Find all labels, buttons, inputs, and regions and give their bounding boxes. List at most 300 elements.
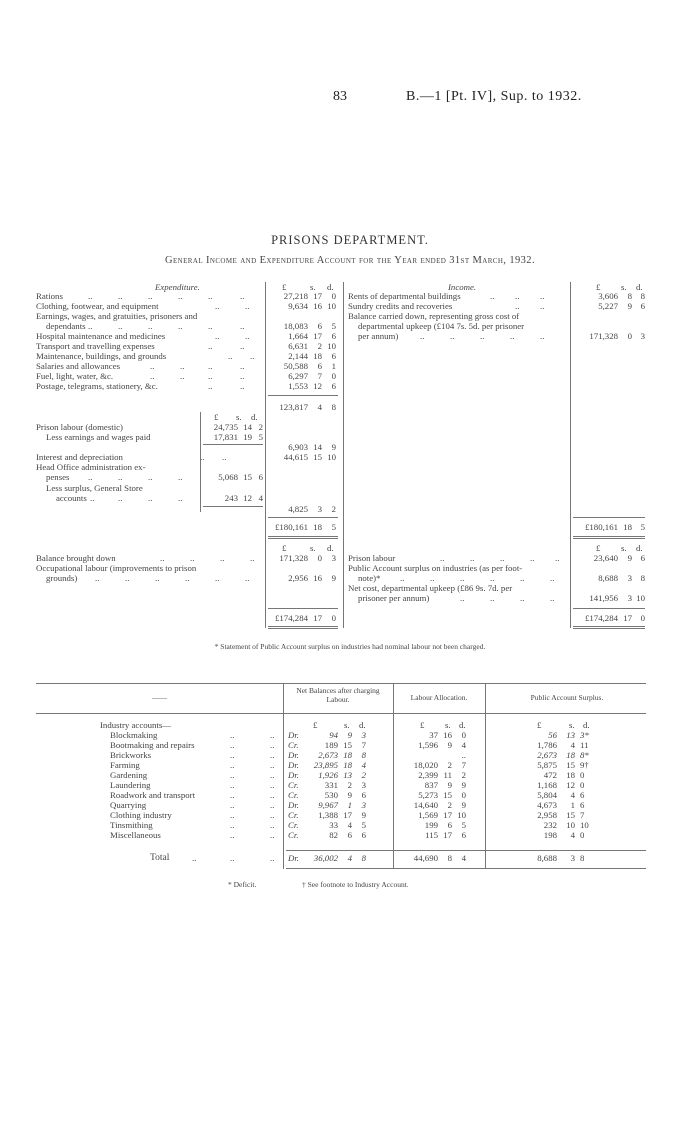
leader-dots: .. (230, 770, 235, 780)
amount-shillings: 17 (313, 291, 322, 301)
leader-dots: .. (420, 331, 425, 341)
nb-pounds: 1,926 (318, 770, 338, 780)
total-nb-pence: 8 (361, 853, 366, 863)
second-left-total-shillings: 17 (313, 613, 322, 623)
la-pence: 4 (461, 740, 466, 750)
nb-prefix: Cr. (288, 820, 299, 830)
page-title: PRISONS DEPARTMENT. (271, 233, 429, 247)
la-pence: 10 (457, 810, 466, 820)
pa-pence: 10 (580, 820, 589, 830)
leader-dots: .. (180, 371, 185, 381)
amount-pounds: 3,606 (598, 291, 618, 301)
industry-table-header-rule (36, 713, 646, 714)
leader-dots: .. (270, 780, 275, 790)
subtotal-rule (268, 395, 338, 396)
leader-dots: .. (540, 291, 545, 301)
report-reference: B.—1 [Pt. IV], Sup. to 1932. (406, 89, 582, 104)
occupational-labour-label: Occupational labour (improvements to prison (36, 563, 197, 573)
amount-pence: 0 (331, 291, 336, 301)
leader-dots: .. (245, 573, 250, 583)
leader-dots: .. (470, 553, 475, 563)
nb-pounds: 9,967 (318, 800, 338, 810)
amount-pounds: 1,553 (288, 381, 308, 391)
la-pounds: 37 (429, 730, 438, 740)
la-shillings: 9 (447, 780, 452, 790)
la-pounds: 115 (425, 830, 438, 840)
nb-prefix: Cr. (288, 780, 299, 790)
less-earnings-pounds: 17,831 (213, 432, 238, 442)
nb-pounds: 530 (324, 790, 338, 800)
pa-pence: 6 (580, 790, 585, 800)
item-label: Rations (36, 291, 63, 301)
nb-shillings: 9 (347, 790, 352, 800)
pa-shillings: 4 (570, 790, 575, 800)
leader-dots: .. (178, 291, 183, 301)
pa-pounds: 1,168 (537, 780, 557, 790)
public-account-surplus-label-cont: note)* (358, 573, 381, 583)
nb-prefix: Cr. (288, 740, 299, 750)
subtotal-pence: 8 (331, 402, 336, 412)
leader-dots: .. (270, 790, 275, 800)
la-shillings: 17 (443, 810, 452, 820)
leader-dots: .. (160, 553, 165, 563)
nb-pence: 3 (361, 780, 366, 790)
leader-dots: .. (245, 301, 250, 311)
inc-total-pounds: £180,161 (585, 522, 618, 532)
leader-dots: .. (430, 573, 435, 583)
expenditure-heading: Expenditure. (155, 282, 200, 292)
item-label: Fuel, light, water, &c. (36, 371, 114, 381)
leader-dots: .. (515, 301, 520, 311)
nb-shillings: 1 (347, 800, 352, 810)
second-right-total-pounds: £174,284 (585, 613, 618, 623)
leader-dots: .. (118, 493, 123, 503)
leader-dots: .. (148, 321, 153, 331)
pa-pounds: 198 (543, 830, 557, 840)
nb-pounds: 189 (324, 740, 338, 750)
nb-pounds: 82 (329, 830, 338, 840)
item-label: Salaries and allowances (36, 361, 121, 371)
pa-shillings: 4 (570, 830, 575, 840)
leader-dots: .. (208, 291, 213, 301)
leader-dots: .. (208, 321, 213, 331)
item-label: Balance carried down, representing gross cost of (348, 311, 520, 321)
industry-name: Clothing industry (110, 810, 172, 820)
nb-pounds: 33 (329, 820, 338, 830)
second-right-double-rule (573, 626, 645, 629)
amount-shillings: 16 (313, 301, 322, 311)
second-right-col-pence: d. (636, 543, 643, 553)
leader-dots: .. (270, 750, 275, 760)
pa-unit-pence: d. (583, 720, 590, 730)
nb-prefix: Dr. (288, 750, 300, 760)
pa-shillings: 12 (566, 780, 575, 790)
head-office-shillings: 15 (243, 472, 252, 482)
la-pounds: 18,020 (413, 760, 438, 770)
leader-dots: .. (490, 593, 495, 603)
nb-prefix: Dr. (288, 730, 300, 740)
nb-prefix: Dr. (288, 800, 300, 810)
amount-pounds: 18,083 (283, 321, 308, 331)
prison-labour-net-pence: 9 (331, 442, 336, 452)
less-earnings-label: Less earnings and wages paid (46, 432, 151, 442)
leader-dots: .. (190, 553, 195, 563)
amount-shillings: 18 (313, 351, 322, 361)
pa-pence: 3* (580, 730, 589, 740)
amount-shillings: 7 (317, 371, 322, 381)
leader-dots: .. (220, 553, 225, 563)
total-label: Total (150, 853, 170, 863)
la-pence: 9 (461, 800, 466, 810)
leader-dots: .. (178, 472, 183, 482)
leader-dots: .. (230, 830, 235, 840)
nb-shillings: 13 (343, 770, 352, 780)
pa-unit-pounds: £ (537, 720, 542, 730)
leader-dots: .. (250, 351, 255, 361)
la-unit-pence: d. (459, 720, 466, 730)
occupational-labour-pence: 9 (331, 573, 336, 583)
industry-bottom-rule (286, 868, 646, 869)
leader-dots: .. (230, 760, 235, 770)
la-pence: 9 (461, 780, 466, 790)
leader-dots: .. (178, 493, 183, 503)
nb-unit-pounds: £ (313, 720, 318, 730)
nb-pence: 3 (361, 800, 366, 810)
amount-pounds: 1,664 (288, 331, 308, 341)
leader-dots: .. (250, 553, 255, 563)
amount-pounds: 2,144 (288, 351, 308, 361)
leader-dots: .. (230, 790, 235, 800)
head-office-net-pence: 2 (331, 504, 336, 514)
leader-dots: .. (230, 730, 235, 740)
industry-col-rule-1 (283, 683, 284, 869)
pa-pounds: 56 (548, 730, 557, 740)
occupational-labour-pounds: 2,956 (288, 573, 308, 583)
la-shillings: 11 (443, 770, 452, 780)
prison-labour-net-shillings: 14 (313, 442, 322, 452)
amount-shillings: 6 (317, 361, 322, 371)
leader-dots: .. (215, 573, 220, 583)
nb-pounds: 331 (324, 780, 338, 790)
nb-pence: 2 (361, 770, 366, 780)
la-pounds: 1,569 (418, 810, 438, 820)
amount-shillings: 2 (317, 341, 322, 351)
public-account-surplus-label: Public Account surplus on industries (as per foot- (348, 563, 523, 573)
leader-dots: .. (155, 573, 160, 583)
occupational-labour-label-cont: grounds) (46, 573, 78, 583)
la-shillings: 2 (447, 800, 452, 810)
total-nb-pounds: 36,002 (313, 853, 338, 863)
inc-total-rule (573, 517, 645, 518)
pa-pounds: 2,958 (537, 810, 557, 820)
nb-pounds: 1,388 (318, 810, 338, 820)
pa-pence: 9† (580, 760, 589, 770)
income-col-pence: d. (636, 282, 643, 292)
col-head-public-account-surplus: Public Account Surplus. (530, 693, 604, 702)
pa-shillings: 10 (566, 820, 575, 830)
amount-pence: 0 (331, 371, 336, 381)
leader-dots: .. (118, 291, 123, 301)
la-unit-shillings: s. (445, 720, 451, 730)
pa-pounds: 1,786 (537, 740, 557, 750)
industry-name: Laundering (110, 780, 151, 790)
head-office-net-pounds: 4,825 (288, 504, 308, 514)
leader-dots: .. (490, 573, 495, 583)
leader-dots: .. (125, 573, 130, 583)
leader-dots: .. (178, 321, 183, 331)
amount-pounds: 5,227 (598, 301, 618, 311)
amount-pence: 10 (327, 341, 336, 351)
item-label: Rents of departmental buildings (348, 291, 461, 301)
statement-note: * Statement of Public Account surplus on industries had nominal labour not been charged. (214, 642, 486, 651)
leader-dots: .. (150, 361, 155, 371)
public-account-surplus-pounds: 8,688 (598, 573, 618, 583)
industry-name: Quarrying (110, 800, 147, 810)
la-pounds: 199 (424, 820, 438, 830)
second-left-col-pence: d. (327, 543, 334, 553)
net-cost-label-cont: prisoner per annum) (358, 593, 430, 603)
amount-shillings: 12 (313, 381, 322, 391)
nb-shillings: 4 (347, 820, 352, 830)
industry-name: Bootmaking and repairs (110, 740, 195, 750)
leader-dots: .. (208, 341, 213, 351)
public-account-surplus-shillings: 3 (627, 573, 632, 583)
prison-labour-shillings: 14 (243, 422, 252, 432)
nb-shillings: 18 (343, 750, 352, 760)
leader-dots: .. (230, 780, 235, 790)
amount-shillings: 6 (317, 321, 322, 331)
second-right-col-shillings: s. (621, 543, 627, 553)
interest-pence: 10 (327, 452, 336, 462)
leader-dots: .. (270, 820, 275, 830)
leader-dots: .. (400, 573, 405, 583)
nb-pence: 6 (361, 830, 366, 840)
leader-dots: .. (240, 341, 245, 351)
second-right-total-pence: 0 (640, 613, 645, 623)
second-left-col-pounds: £ (282, 543, 287, 553)
head-office-label-cont: penses (46, 472, 70, 482)
amount-pence: 8 (640, 291, 645, 301)
leader-dots: .. (240, 371, 245, 381)
nb-shillings: 15 (343, 740, 352, 750)
inc-total-double-rule (573, 536, 645, 539)
la-pence: 0 (461, 790, 466, 800)
less-earnings-shillings: 19 (243, 432, 252, 442)
leader-dots: .. (88, 291, 93, 301)
leader-dots: .. (440, 553, 445, 563)
nb-shillings: 9 (347, 730, 352, 740)
prison-labour-income-label: Prison labour (348, 553, 396, 563)
la-pence: 6 (461, 830, 466, 840)
second-right-col-pounds: £ (596, 543, 601, 553)
total-pa-shillings: 3 (570, 853, 575, 863)
amount-pounds: 6,297 (288, 371, 308, 381)
leader-dots: .. (555, 553, 560, 563)
col-pence: d. (327, 282, 334, 292)
leader-dots: .. (510, 331, 515, 341)
la-pence: 5 (461, 820, 466, 830)
la-pounds: 5,273 (418, 790, 438, 800)
pa-pence: 0 (580, 780, 585, 790)
leader-dots: .. (148, 493, 153, 503)
balance-brought-down-pence: 3 (331, 553, 336, 563)
leader-dots: .. (540, 301, 545, 311)
pa-unit-shillings: s. (569, 720, 575, 730)
industry-name: Blockmaking (110, 730, 158, 740)
head-office-pounds: 5,068 (218, 472, 238, 482)
balance-brought-down-label: Balance brought down (36, 553, 116, 563)
nb-prefix: Cr. (288, 810, 299, 820)
industry-head-blank: —— (152, 693, 167, 702)
leader-dots: .. (550, 573, 555, 583)
pa-shillings: 15 (566, 760, 575, 770)
amount-shillings: 0 (627, 331, 632, 341)
amount-pence: 10 (327, 301, 336, 311)
amount-pence: 6 (331, 381, 336, 391)
leader-dots: .. (230, 853, 235, 863)
inc-total-pence: 5 (640, 522, 645, 532)
la-pence: .. (461, 750, 466, 760)
industry-name: Roadwork and transport (110, 790, 196, 800)
center-rule (343, 282, 344, 628)
leader-dots: .. (230, 810, 235, 820)
second-left-total-pounds: £174,284 (275, 613, 308, 623)
pa-pounds: 4,673 (537, 800, 557, 810)
public-account-surplus-pence: 8 (640, 573, 645, 583)
nb-pence: 5 (361, 820, 366, 830)
prison-labour-income-shillings: 9 (627, 553, 632, 563)
item-label: Maintenance, buildings, and grounds (36, 351, 167, 361)
inc-total-shillings: 18 (623, 522, 632, 532)
pa-pounds: 232 (543, 820, 557, 830)
amount-pence: 6 (331, 351, 336, 361)
leader-dots: .. (180, 361, 185, 371)
page-number: 83 (333, 89, 347, 104)
nb-pounds: 23,895 (313, 760, 338, 770)
leader-dots: .. (118, 472, 123, 482)
pa-pence: 11 (580, 740, 589, 750)
item-label: Hospital maintenance and medicines (36, 331, 166, 341)
income-col-shillings: s. (621, 282, 627, 292)
net-cost-label: Net cost, departmental upkeep (£86 9s. 7d. per (348, 583, 513, 593)
pa-pence: 8* (580, 750, 589, 760)
less-earnings-pence: 5 (258, 432, 263, 442)
net-cost-shillings: 3 (627, 593, 632, 603)
total-pa-pounds: 8,688 (537, 853, 557, 863)
leader-dots: .. (230, 750, 235, 760)
la-shillings: 9 (447, 740, 452, 750)
pa-shillings: 18 (566, 750, 575, 760)
footnote-industry: † See footnote to Industry Account. (302, 880, 409, 889)
amount-pounds: 6,631 (288, 341, 308, 351)
col-pounds: £ (282, 282, 287, 292)
leader-dots: .. (222, 452, 227, 462)
nb-unit-shillings: s. (344, 720, 350, 730)
amount-pence: 5 (331, 321, 336, 331)
leader-dots: .. (520, 573, 525, 583)
net-cost-pounds: 141,956 (589, 593, 618, 603)
leader-dots: .. (500, 553, 505, 563)
less-surplus-pence: 4 (258, 493, 263, 503)
exp-total-pounds: £180,161 (275, 522, 308, 532)
nb-prefix: Cr. (288, 790, 299, 800)
subtotal-shillings: 4 (317, 402, 322, 412)
leader-dots: .. (520, 593, 525, 603)
leader-dots: .. (230, 740, 235, 750)
interest-label: Interest and depreciation (36, 452, 123, 462)
amount-pounds: 27,218 (283, 291, 308, 301)
item-label: Earnings, wages, and gratuities, prisoners and (36, 311, 198, 321)
industry-total-rule (286, 850, 646, 851)
head-office-net-shillings: 3 (317, 504, 322, 514)
second-right-total-shillings: 17 (623, 613, 632, 623)
inner-col-shillings: s. (236, 412, 242, 422)
amount-shillings: 8 (627, 291, 632, 301)
leader-dots: .. (450, 331, 455, 341)
pa-pence: 6 (580, 800, 585, 810)
second-left-total-rule (268, 608, 338, 609)
nb-pence: 4 (361, 760, 366, 770)
leader-dots: .. (270, 810, 275, 820)
less-surplus-pounds: 243 (224, 493, 238, 503)
leader-dots: .. (270, 853, 275, 863)
la-pence: 0 (461, 730, 466, 740)
industry-name: Miscellaneous (110, 830, 161, 840)
leader-dots: .. (90, 493, 95, 503)
leader-dots: .. (192, 853, 197, 863)
footnote-deficit: * Deficit. (228, 880, 257, 889)
pa-pence: 0 (580, 830, 585, 840)
la-shillings: 6 (447, 820, 452, 830)
total-pa-pence: 8 (580, 853, 585, 863)
col-shillings: s. (310, 282, 316, 292)
leader-dots: .. (208, 361, 213, 371)
la-shillings: 16 (443, 730, 452, 740)
leader-dots: .. (460, 593, 465, 603)
la-pounds: 1,596 (418, 740, 438, 750)
leader-dots: .. (230, 800, 235, 810)
amount-pounds: 9,634 (288, 301, 308, 311)
income-heading: Income. (448, 282, 477, 292)
pa-pence: 0 (580, 770, 585, 780)
industry-col-rule-2 (393, 683, 394, 869)
amount-pence: 6 (640, 301, 645, 311)
leader-dots: .. (240, 361, 245, 371)
la-pounds: 14,640 (413, 800, 438, 810)
pa-pounds: 5,804 (537, 790, 557, 800)
prison-labour-rule (203, 444, 263, 445)
leader-dots: .. (208, 371, 213, 381)
leader-dots: .. (118, 321, 123, 331)
leader-dots: .. (208, 381, 213, 391)
leader-dots: .. (270, 760, 275, 770)
pa-pounds: 5,875 (537, 760, 557, 770)
nb-pence: 8 (361, 750, 366, 760)
leader-dots: .. (245, 331, 250, 341)
amount-pence: 1 (331, 361, 336, 371)
industry-name: Brickworks (110, 750, 152, 760)
leader-dots: .. (240, 321, 245, 331)
nb-pence: 9 (361, 810, 366, 820)
leader-dots: .. (148, 472, 153, 482)
industry-col-rule-3 (485, 683, 486, 869)
less-surplus-shillings: 12 (243, 493, 252, 503)
exp-total-pence: 5 (331, 522, 336, 532)
second-left-col-shillings: s. (310, 543, 316, 553)
prison-labour-income-pounds: 23,640 (593, 553, 618, 563)
inner-col-pence: d. (251, 412, 258, 422)
leader-dots: .. (148, 291, 153, 301)
